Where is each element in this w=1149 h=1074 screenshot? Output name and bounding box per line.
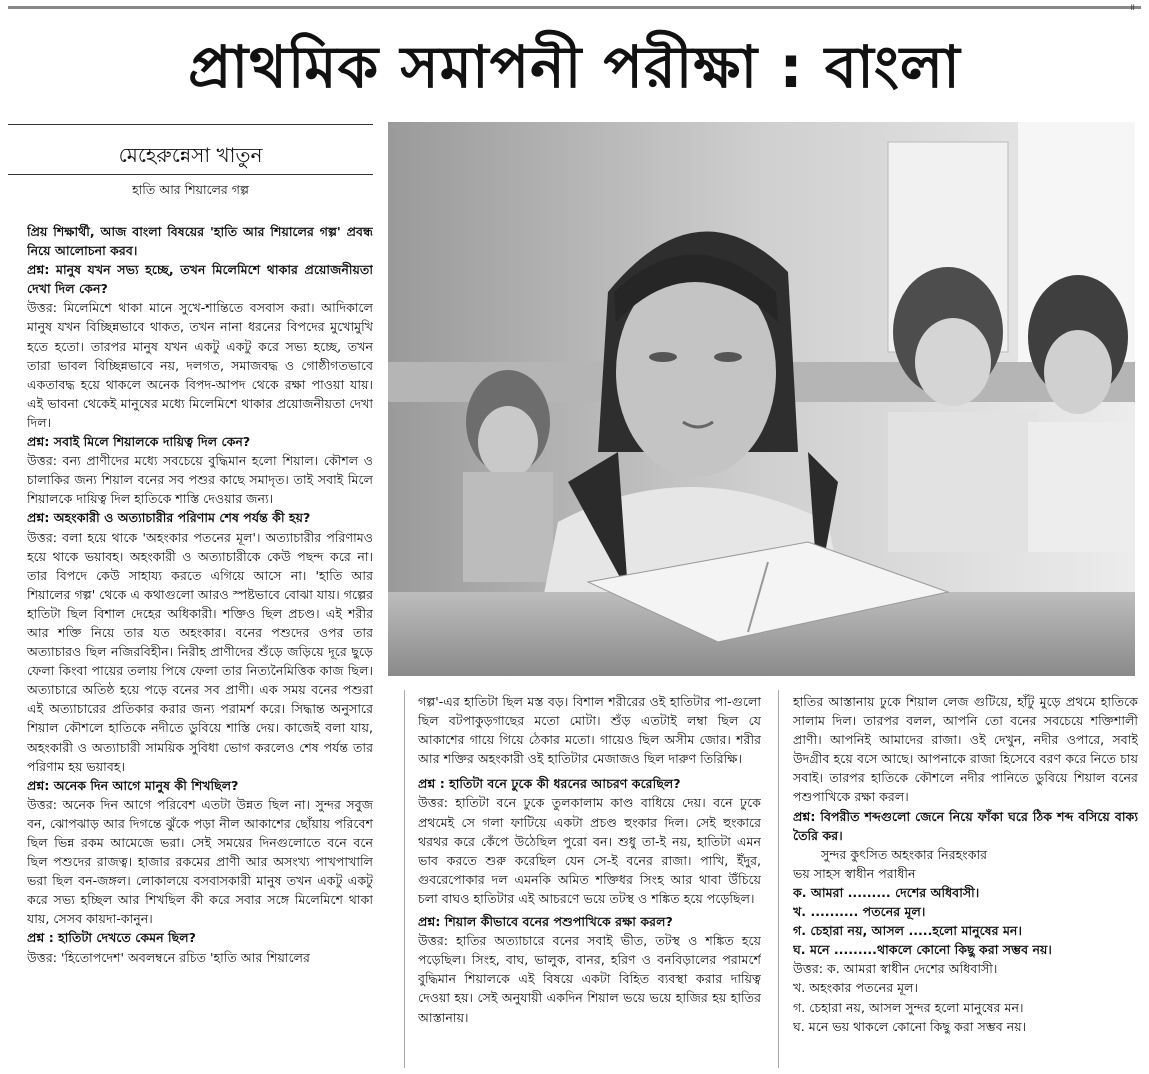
- answer-1: উত্তর: মিলেমিশে থাকা মানে সুখে-শান্তিতে বসবাস করা। আদিকালে মানুষ যখন বিচ্ছিন্নভাবে থাকত, তখন নানা ধরনের বিপদের মুখোমুখি হতে হতো। তারপর মানুষ যখন একটু একটু করে সভ্য হচ্ছে, তখন তারা ভাবল বিচ্ছিন্নভাবে নয়, দলগত, সমাজবদ্ধ ও গোষ্ঠীগতভাবে একতাবদ্ধ হয়ে থাকলে অনেক বিপদ-আপদ থেকে রক্ষা পাওয়া যায়। এই ভাবনা থেকেই মানুষের মধ্যে মিলেমিশে থাকার প্রয়োজনীয়তা দেখা দিল।: [27, 300, 373, 430]
- question-1: প্রশ্ন: মানুষ যখন সভ্য হচ্ছে, তখন মিলেমিশে থাকার প্রয়োজনীয়তা দেখা দিল কেন?: [27, 262, 373, 297]
- exercise-1: ক. আমরা ......... দেশের অধিবাসী।: [793, 884, 980, 900]
- answer-5-continued: গল্প'-এর হাতিটা ছিল মস্ত বড়। বিশাল শরীরের ওই হাতিটার পা-গুলো ছিল বটপাকুড়গাছের মতো মোটা। শুঁড় এতটাই লম্বা ছিল যে আকাশের গায়ে গিয়ে ঠেকার মতো। গায়েও ছিল অসীম জোর। শরীর আর শক্তির অহংকারী ওই হাতিটার মেজাজও ছিল দারুণ তিরিক্ষি।: [418, 694, 761, 767]
- author-name: মেহেরুন্নেসা খাতুন: [118, 143, 263, 167]
- question-7: প্রশ্ন: শিয়াল কীভাবে বনের পশুপাখিকে রক্ষা করল?: [418, 914, 673, 930]
- classroom-photo: [388, 122, 1135, 676]
- answer-8-4: ঘ. মনে ভয় থাকলে কোনো কিছু করা সম্ভব নয়।: [793, 1018, 1027, 1034]
- exercise-3: গ. চেহারা নয়, আসল .....হলো মানুষের মন।: [793, 923, 1022, 939]
- article-subtitle: হাতি আর শিয়ালের গল্প: [132, 182, 249, 197]
- column-divider-1: [404, 690, 405, 1068]
- answer-7: উত্তর: হাতির অত্যাচারে বনের সবাই ভীত, তটস্থ ও শঙ্কিত হয়ে পড়েছিল। সিংহ, বাঘ, ভালুক, বানর, হরিণ ও বনবিড়ালের পরামর্শে বুদ্ধিমান শিয়ালকে এই বিষয়ে একটা বিহিত ব্যবস্থা করার দায়িত্ব দেওয়া হয়। সেই অনুযায়ী একদিন শিয়াল ভয়ে ভয়ে হাজির হয় হাতির আস্তানায়।: [418, 933, 761, 1025]
- answer-5-start: উত্তর: 'হিতোপদেশ' অবলম্বনে রচিত 'হাতি আর শিয়ালের: [27, 949, 310, 965]
- author-rule-bottom: [8, 174, 373, 175]
- question-2: প্রশ্ন: সবাই মিলে শিয়ালকে দায়িত্ব দিল কেন?: [27, 434, 251, 450]
- corner-mark: ॥: [1129, 3, 1135, 13]
- question-4: প্রশ্ন: অনেক দিন আগে মানুষ কী শিখছিল?: [27, 777, 239, 793]
- exercise-4: ঘ. মনে .........থাকলে কোনো কিছু করা সম্ভব নয়।: [793, 942, 1052, 958]
- column-divider-2: [778, 690, 779, 1068]
- article-column-1: [27, 222, 373, 1067]
- word-list-1: সুন্দর কুৎসিত অহংকার নিরহংকার: [821, 846, 988, 862]
- answer-8-3: গ. চেহারা নয়, আসল সুন্দর হলো মানুষের মন।: [793, 999, 1024, 1015]
- answer-7-continued: হাতির আস্তানায় ঢুকে শিয়াল লেজ গুটিয়ে, হাঁটু মুড়ে প্রথমে হাতিকে সালাম দিল। তারপর বলল, আপনি তো বনের সবচেয়ে শক্তিশালী প্রাণী। আপনিই আমাদের রাজা। ওই দেখুন, নদীর ওপারে, সবাই উদগ্রীব হয়ে বসে আছে। আপনাকে রাজা হিসেবে বরণ করে নিতে চায় সবাই। তারপর হাতিকে কৌশলে নদীর পানিতে ডুবিয়ে শিয়াল বনের পশুপাখিকে রক্ষা করল।: [793, 694, 1138, 805]
- question-6: প্রশ্ন : হাতিটা বনে ঢুকে কী ধরনের আচরণ করেছিল?: [418, 776, 681, 792]
- article-column-3: [793, 692, 1138, 1067]
- question-3: প্রশ্ন: অহংকারী ও অত্যাচারীর পরিণাম শেষ পর্যন্ত কী হয়?: [27, 510, 311, 526]
- answer-6: উত্তর: হাতিটা বনে ঢুকে তুলকালাম কাণ্ড বাধিয়ে দেয়। বনে ঢুকে প্রথমেই সে গলা ফাটিয়ে একটা প্রচণ্ড হুংকার দিল। সেই হুংকারে থরথর করে কেঁপে উঠেছিল পুরো বন। শুধু তা-ই নয়, হাতিটা এমন ভাব করতে শুরু করেছিল যেন সে-ই বনের রাজা। পাখি, ইঁদুর, গুবরেপোকার দল এমনকি অমিত শক্তিধর সিংহ আর থাবা উঁচিয়ে চলা বাঘও হাতিটার এই আচরণে ভয়ে তটস্থ ও শঙ্কিত হয়ে পড়েছিল।: [418, 795, 761, 906]
- answer-4: উত্তর: অনেক দিন আগে পরিবেশ এতটা উন্নত ছিল না। সুন্দর সবুজ বন, ঝোপঝাড় আর দিগন্তে ঝুঁকে পড়া নীল আকাশের ছোঁয়ায় পরিবেশ ছিল ভিন্ন রকম আমেজে ভরা। সেই সময়ের দিনগুলোতে বনে বনে ছিল পশুদের রাজত্ব। হাজার রকমের প্রাণী আর অসংখ্য পাখপাখালি ভরা ছিল বন-জঙ্গল। লোকালয়ে বসবাসকারী মানুষ তখন একটু একটু করে সভ্য হচ্ছিল আর শিখছিল কী করে সবার সঙ্গে মিলেমিশে থাকা যায়, সেসব কায়দা-কানুন।: [27, 796, 373, 927]
- page-headline: প্রাথমিক সমাপনী পরীক্ষা : বাংলা: [188, 33, 961, 101]
- question-5: প্রশ্ন : হাতিটা দেখতে কেমন ছিল?: [27, 930, 196, 946]
- answer-3: উত্তর: বলা হয়ে থাকে 'অহংকার পতনের মূল'। অত্যাচারীর পরিণামও হয়ে থাকে ভয়াবহ। অহংকারী ও অত্যাচারীকে কেউ পছন্দ করে না। তার বিপদে কেউ সাহায্য করতে এগিয়ে আসে না। 'হাতি আর শিয়ালের গল্প' থেকে এ কথাগুলো আরও স্পষ্টভাবে বোঝা যায়। গল্পের হাতিটা ছিল বিশাল দেহের অধিকারী। শক্তিও ছিল প্রচণ্ড। এই শরীর আর শক্তি নিয়ে তার যত অহংকার। বনের পশুদের ওপর তার অত্যাচারও ছিল নজিরবিহীন। নিরীহ প্রাণীদের শুঁড়ে জড়িয়ে দূরে ছুড়ে ফেলা কিংবা পায়ের তলায় পিষে ফেলা তার নিত্যনৈমিত্তিক কাজ ছিল। অত্যাচারে অতিষ্ঠ হয়ে পড়ে বনের সব প্রাণী। এক সময় বনের পশুরা এই অত্যাচারের প্রতিকার করার জন্য পরামর্শ করে। সিদ্ধান্ত অনুসারে শিয়াল কৌশলে হাতিকে নদীতে ডুবিয়ে শাস্তি দেয়। কাজেই বলা যায়, অহংকারী ও অত্যাচারী সাময়িক সুবিধা ভোগ করলেও শেষ পর্যন্ত তার পরিণাম হয় ভয়াবহ।: [27, 529, 373, 774]
- top-border-rule: [8, 6, 1141, 9]
- answer-8-1: উত্তর: ক. আমরা স্বাধীন দেশের অধিবাসী।: [793, 961, 998, 977]
- intro-paragraph: প্রিয় শিক্ষার্থী, আজ বাংলা বিষয়ের 'হাতি আর শিয়ালের গল্প' প্রবন্ধ নিয়ে আলোচনা করব।: [27, 224, 373, 259]
- answer-8-2: খ. অহংকার পতনের মূল।: [793, 980, 918, 996]
- article-column-2: [418, 692, 761, 1067]
- author-rule-top: [8, 124, 373, 125]
- answer-2: উত্তর: বন্য প্রাণীদের মধ্যে সবচেয়ে বুদ্ধিমান হলো শিয়াল। কৌশল ও চালাকির জন্য শিয়াল বনের সব পশুর কাছে সমাদৃত। তাই সবাই মিলে শিয়ালকে দায়িত্ব দিল হাতিকে শাস্তি দেওয়ার জন্য।: [27, 453, 373, 507]
- word-list-2: ভয় সাহস স্বাধীন পরাধীন: [793, 865, 916, 881]
- exercise-2: খ. .......... পতনের মূল।: [793, 904, 926, 920]
- question-8: প্রশ্ন: বিপরীত শব্দগুলো জেনে নিয়ে ফাঁকা ঘরে ঠিক শব্দ বসিয়ে বাক্য তৈরি কর।: [793, 808, 1138, 843]
